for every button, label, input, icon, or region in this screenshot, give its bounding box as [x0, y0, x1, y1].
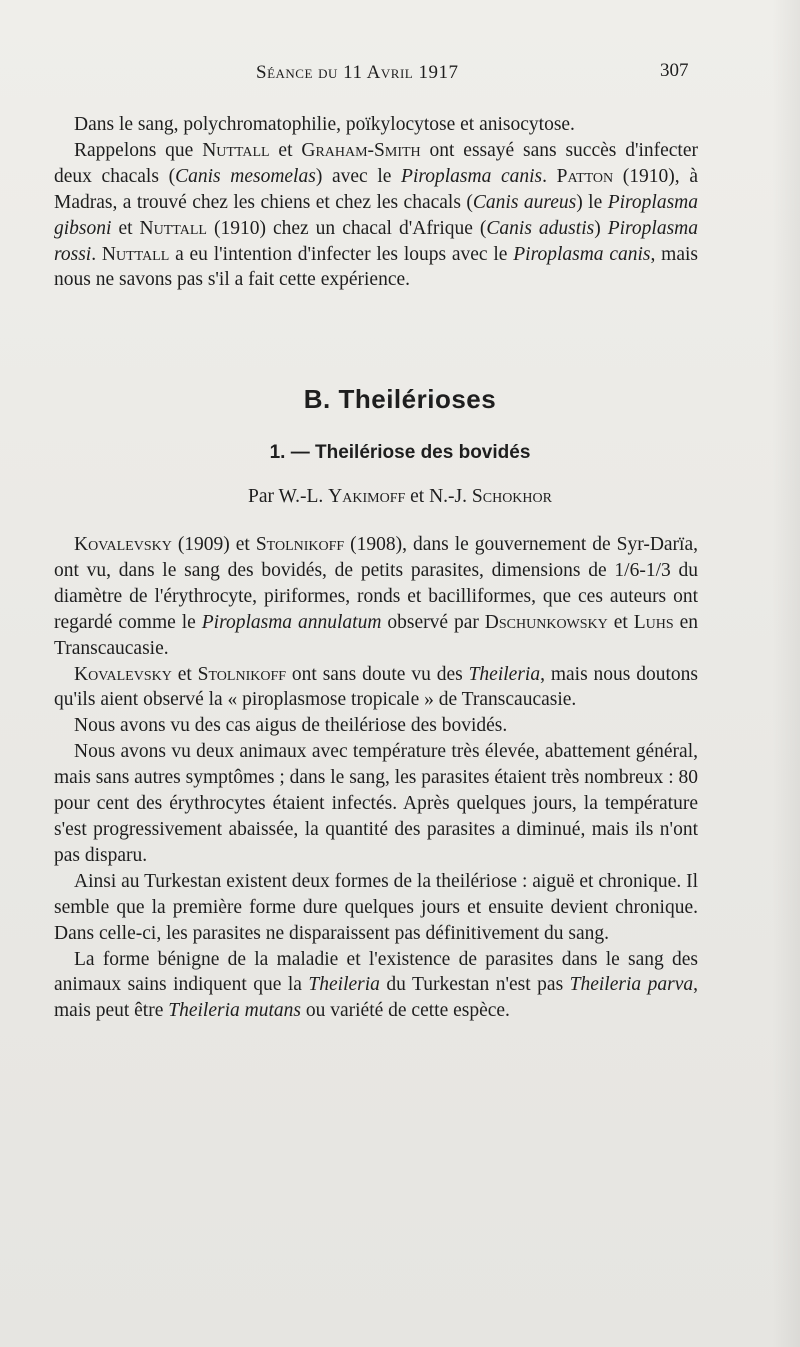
page-number: 307 — [660, 60, 689, 81]
species-name: Piroplasma canis — [513, 243, 651, 265]
author-name: Stolnikoff — [197, 663, 287, 685]
species-name: Theileria mutans — [168, 1000, 301, 1022]
author-name: Kovalevsky — [74, 534, 172, 555]
author-name: Patton — [556, 165, 614, 187]
species-name: Theileria — [468, 663, 541, 685]
byline: Par W.-L. Yakimoff et N.-J. Schokhor — [248, 486, 552, 507]
species-name: Theileria parva — [569, 974, 694, 996]
subsection-heading: 1. — Theilériose des bovidés — [269, 442, 531, 463]
author-name: Nuttall — [139, 217, 207, 239]
running-head — [0, 60, 800, 90]
species-name: Theileria — [308, 974, 380, 996]
author-name: Kovalevsky — [74, 663, 172, 685]
paragraph: Ainsi au Turkestan existent deux formes de la theilériose : aiguë et chronique. Il semble que la première forme dure quelques jours et ensuite devient chronique. Dans celle-ci, les parasites ne disparaissent pas définitivement du sang. — [54, 870, 698, 944]
author-name: Nuttall — [202, 139, 270, 161]
main-text — [54, 532, 698, 1024]
paragraph: Kovalevsky et Stolnikoff ont sans doute vu des Theileria, mais nous doutons qu'ils aient observé la « piroplasmose tropicale » de Transcaucasie. — [54, 663, 698, 711]
author-name: Yakimoff — [328, 486, 406, 507]
species-name: Canis mesomelas — [175, 165, 316, 187]
section-heading: B. Theilérioses — [303, 384, 497, 414]
author-name: Schokhor — [471, 486, 552, 507]
species-name: Canis adustis — [486, 217, 595, 239]
page-edge-shadow — [772, 0, 800, 1347]
author-name: Dschunkowsky — [484, 611, 608, 633]
intro-text — [54, 112, 698, 293]
species-name: Canis aureus — [472, 191, 577, 213]
species-name: Piroplasma canis — [401, 165, 543, 187]
paragraph: Nous avons vu des cas aigus de theilériose des bovidés. — [74, 715, 508, 737]
paragraph: Dans le sang, polychromatophilie, poïkylocytose et anisocytose. — [74, 114, 575, 135]
author-name: Stolnikoff — [255, 534, 345, 555]
species-name: Piroplasma rossi — [54, 217, 699, 265]
running-head-title: Séance du 11 Avril 1917 — [256, 62, 459, 83]
author-name: Nuttall — [101, 243, 170, 265]
paragraph: Kovalevsky (1909) et Stolnikoff (1908), dans le gouvernement de Syr-Darïa, ont vu, dans le sang des bovidés, de petits parasites, dimensions de 1/6-1/3 du diamètre de l'érythrocyte, piriformes, ronds et bacilliformes, que ces auteurs ont regardé comme le Piroplasma annulatum observé par Dschunkowsky et Luhs en Transcaucasie. — [54, 534, 699, 659]
species-name: Piroplasma gibsoni — [54, 191, 698, 239]
author-name: Graham-Smith — [301, 139, 421, 161]
author-name: Luhs — [633, 611, 674, 633]
species-name: Piroplasma annulatum — [201, 611, 382, 633]
paragraph: La forme bénigne de la maladie et l'existence de parasites dans le sang des animaux sains indiquent que la Theileria du Turkestan n'est pas Theileria parva, mais peut être Theileria mutans ou variété de cette espèce. — [54, 948, 698, 1022]
paragraph: Nous avons vu deux animaux avec température très élevée, abattement général, mais sans autres symptômes ; dans le sang, les parasites étaient très nombreux : 80 pour cent des érythrocytes étaient infectés. Après quelques jours, la température s'est progressivement abaissée, la quantité des parasites a diminué, mais ils n'ont pas disparu. — [54, 741, 698, 866]
paragraph: Rappelons que Nuttall et Graham-Smith ont essayé sans succès d'infecter deux chacals (Canis mesomelas) avec le Piroplasma canis. Patton (1910), à Madras, a trouvé chez les chiens et chez les chacals (Canis aureus) le Piroplasma gibsoni et Nuttall (1910) chez un chacal d'Afrique (Canis adustis) Piroplasma rossi. Nuttall a eu l'intention d'infecter les loups avec le Piroplasma canis, mais nous ne savons pas s'il a fait cette expérience. — [54, 139, 699, 291]
